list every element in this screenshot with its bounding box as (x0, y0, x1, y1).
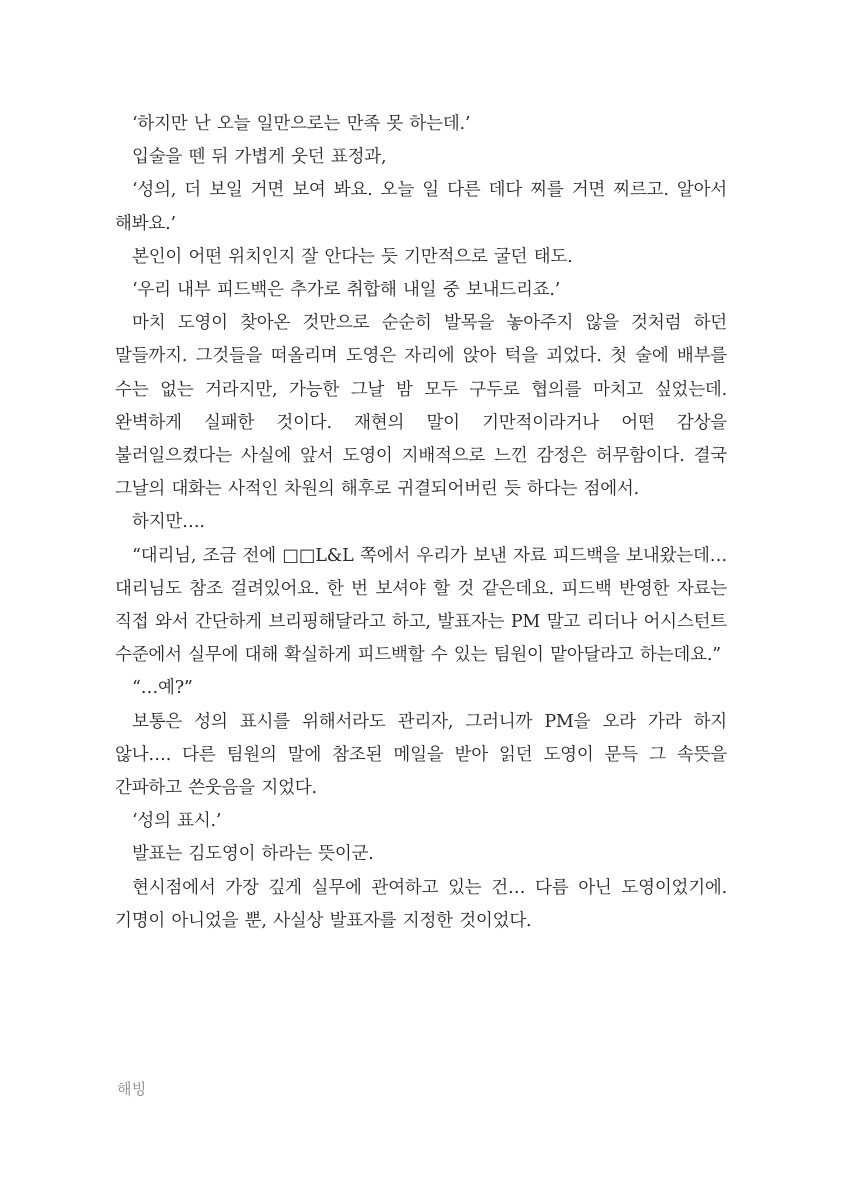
paragraph-9: “…예?” (132, 678, 193, 699)
paragraph-2: 입술을 뗀 뒤 가볍게 웃던 표정과, (132, 147, 387, 168)
running-footer-title: 해빙 (117, 1080, 147, 1098)
paragraph-6: 마치 도영이 찾아온 것만으로 순순히 발목을 놓아주지 않을 것처럼 하던 말들까지. 그것들을 떠올리며 도영은 자리에 앉아 턱을 괴었다. 첫 술에 배부를 수는 없는 거라지만, 가능한 그날 밤 모두 구두로 협의를 마치고 싶었는데. 완벽하게 실패한 것이다. 재현의 말이 기만적이라거나 어떤 감상을 불러일으켰다는 사실에 앞서 도영이 지배적으로 느낀 감정은 허무함이다. 결국 그날의 대화는 사적인 차원의 해후로 귀결되어버린 듯 하다는 점에서. (115, 313, 727, 500)
paragraph-4: 본인이 어떤 위치인지 잘 안다는 듯 기만적으로 굴던 태도. (132, 246, 573, 267)
paragraph-5: ‘우리 내부 피드백은 추가로 취합해 내일 중 보내드리죠.’ (132, 280, 561, 301)
paragraph-12: 발표는 김도영이 하라는 뜻이군. (132, 844, 374, 865)
paragraph-7: 하지만…. (132, 512, 205, 533)
paragraph-1: ‘하지만 난 오늘 일만으로는 만족 못 하는데.’ (132, 114, 471, 134)
page-text (115, 108, 727, 938)
paragraph-11: ‘성의 표시.’ (132, 811, 222, 832)
paragraph-10: 보통은 성의 표시를 위해서라도 관리자, 그러니까 PM을 오라 가라 하지 않나…. 다른 팀원의 말에 참조된 메일을 받아 읽던 도영이 문득 그 속뜻을 간파하고 쓴웃음을 지었다. (115, 711, 727, 799)
paragraph-8: “대리님, 조금 전에 □□L&L 쪽에서 우리가 보낸 자료 피드백을 보내왔는데… 대리님도 참조 걸려있어요. 한 번 보셔야 할 것 같은데요. 피드백 반영한 자료는 직접 와서 간단하게 브리핑해달라고 하고, 발표자는 PM 말고 리더나 어시스턴트 수준에서 실무에 대해 확실하게 피드백할 수 있는 팀원이 맡아달라고 하는데요.” (115, 545, 727, 666)
paragraph-13: 현시점에서 가장 깊게 실무에 관여하고 있는 건… 다름 아닌 도영이었기에. 기명이 아니었을 뿐, 사실상 발표자를 지정한 것이었다. (115, 877, 727, 931)
paragraph-3: ‘성의, 더 보일 거면 보여 봐요. 오늘 일 다른 데다 찌를 거면 찌르고. 알아서 해봐요.’ (115, 180, 727, 234)
